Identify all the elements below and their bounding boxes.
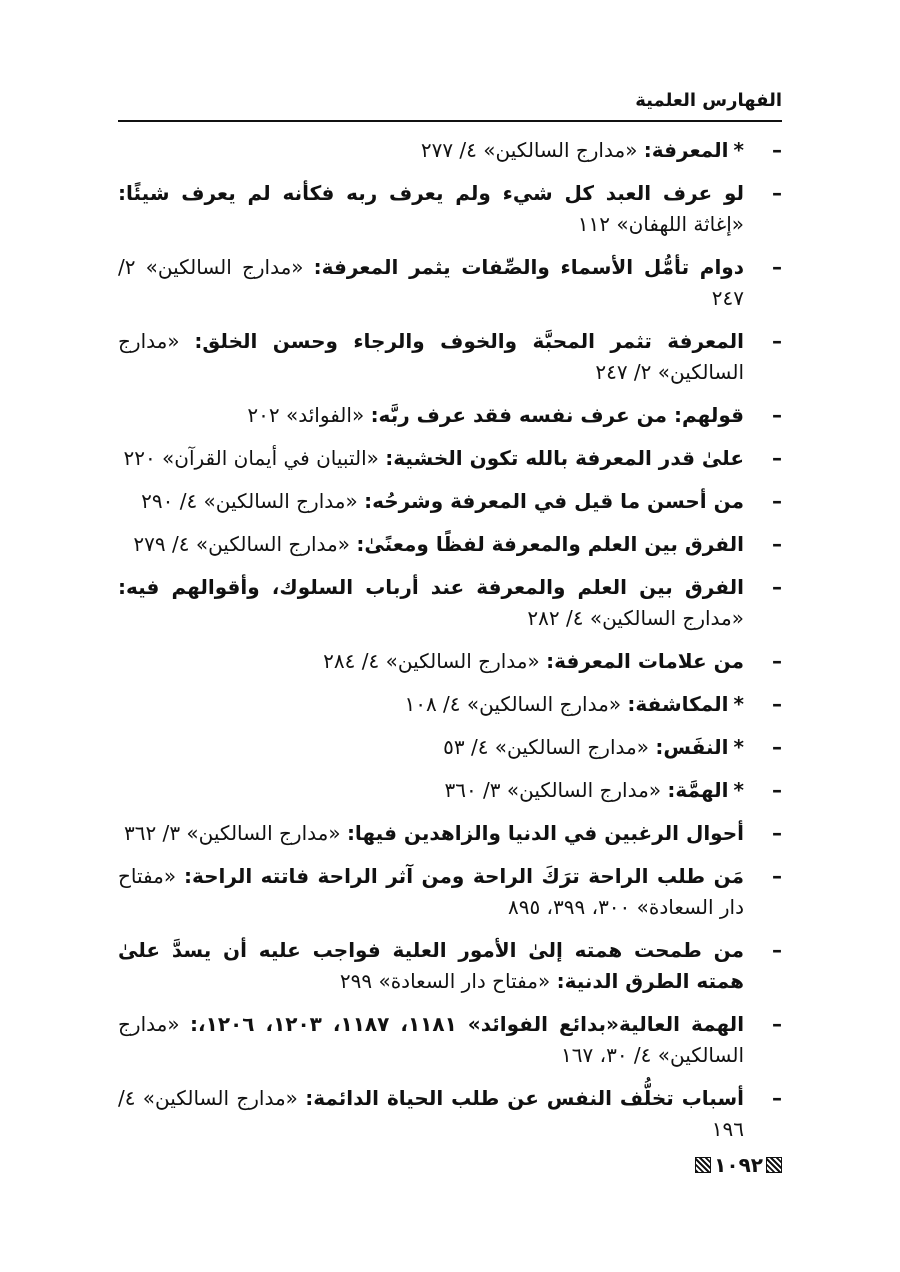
index-entry (118, 252, 782, 314)
entry-dash-icon: – (772, 1086, 782, 1110)
entry-star-marker: * (733, 692, 744, 716)
index-entry (118, 529, 782, 560)
entry-star-marker: * (733, 735, 744, 759)
index-entry (118, 443, 782, 474)
entry-dash-icon: – (772, 138, 782, 162)
index-entry (118, 326, 782, 388)
entry-reference: «التبيان في أيمان القرآن» ٢٢٠ (123, 446, 379, 470)
entry-reference: «مدارج السالكين» ٤/ ٢٨٢ (527, 606, 744, 630)
entry-dash-icon: – (772, 532, 782, 556)
entry-dash-icon: – (772, 649, 782, 673)
index-entry (118, 935, 782, 997)
ornament-right-icon (766, 1157, 782, 1173)
entry-dash-icon: – (772, 403, 782, 427)
entry-reference: «مدارج السالكين» ٤/ ٢٩٠ (141, 489, 358, 513)
ornament-left-icon (695, 1157, 711, 1173)
entry-topic: لو عرف العبد كل شيء ولم يعرف ربه فكأنه لم يعرف شيئًا: (118, 181, 744, 205)
entry-dash-icon: – (772, 575, 782, 599)
entry-dash-icon: – (772, 821, 782, 845)
entry-reference: «مدارج السالكين» ٤/ ١٠٨ (404, 692, 622, 716)
index-entry (118, 400, 782, 431)
index-entry-list (118, 135, 782, 1157)
entry-topic: الهمة العالية«بدائع الفوائد» ١١٨١، ١١٨٧، ١٢٠٣، ١٢٠٦،: (190, 1012, 745, 1036)
entry-reference: «إغاثة اللهفان» ١١٢ (577, 212, 744, 236)
entry-topic: الفرق بين العلم والمعرفة لفظًا ومعنًىٰ: (356, 532, 744, 556)
index-entry (118, 689, 782, 720)
entry-reference: «مدارج السالكين» ٣/ ٣٦٢ (123, 821, 341, 845)
index-entry (118, 775, 782, 806)
entry-topic: المعرفة: (643, 138, 729, 162)
entry-reference: «مدارج السالكين» ٢/ ٢٤٧ (118, 329, 744, 384)
entry-dash-icon: – (772, 329, 782, 353)
entry-dash-icon: – (772, 181, 782, 205)
index-entry (118, 572, 782, 634)
index-entry (118, 486, 782, 517)
running-header-title: الفهارس العلمية (635, 90, 782, 111)
entry-star-marker: * (733, 778, 744, 802)
index-entry (118, 135, 782, 166)
header-rule (118, 120, 782, 122)
entry-reference: «الفوائد» ٢٠٢ (247, 403, 365, 427)
entry-dash-icon: – (772, 1012, 782, 1036)
entry-topic: الفرق بين العلم والمعرفة عند أرباب السلوك، وأقوالهم فيه: (118, 575, 744, 599)
page-number-folio (695, 1153, 782, 1177)
entry-topic: النفَس: (655, 735, 729, 759)
entry-topic: قولهم: من عرف نفسه فقد عرف ربَّه: (370, 403, 744, 427)
index-entry (118, 1009, 782, 1071)
entry-reference: «مدارج السالكين» ٤/ ٥٣ (443, 735, 649, 759)
page-number: ١٠٩٢ (714, 1153, 763, 1177)
entry-dash-icon: – (772, 938, 782, 962)
entry-topic: الهمَّة: (667, 778, 729, 802)
entry-dash-icon: – (772, 778, 782, 802)
entry-reference: «مدارج السالكين» ٤/ ١٩٦ (118, 1086, 744, 1141)
index-entry (118, 1083, 782, 1145)
entry-dash-icon: – (772, 446, 782, 470)
entry-reference: «مفتاح دار السعادة» ٢٩٩ (339, 969, 551, 993)
entry-star-marker: * (733, 138, 744, 162)
index-entry (118, 646, 782, 677)
entry-dash-icon: – (772, 692, 782, 716)
entry-dash-icon: – (772, 735, 782, 759)
entry-topic: المعرفة تثمر المحبَّة والخوف والرجاء وحسن الخلق: (194, 329, 745, 353)
entry-topic: المكاشفة: (627, 692, 729, 716)
entry-reference: «مدارج السالكين» ٣/ ٣٦٠ (444, 778, 662, 802)
entry-dash-icon: – (772, 489, 782, 513)
index-entry (118, 178, 782, 240)
entry-topic: من علامات المعرفة: (546, 649, 744, 673)
entry-topic: دوام تأمُّل الأسماء والصِّفات يثمر المعرفة: (313, 255, 745, 279)
entry-reference: «مدارج السالكين» ٤/ ٢٨٤ (323, 649, 540, 673)
entry-topic: من طمحت همته إلىٰ الأمور العلية فواجب عليه أن يسدَّ علىٰ همته الطرق الدنية: (118, 938, 744, 993)
index-entry (118, 732, 782, 763)
index-entry (118, 861, 782, 923)
entry-reference: «مدارج السالكين» ٤/ ٢٧٧ (420, 138, 638, 162)
entry-reference: «مدارج السالكين» ٤/ ٢٧٩ (133, 532, 350, 556)
entry-topic: مَن طلب الراحة ترَكَ الراحة ومن آثر الراحة فاتته الراحة: (183, 864, 744, 888)
entry-reference: «مدارج السالكين» ٢/ ٢٤٧ (118, 255, 744, 310)
entry-topic: أحوال الرغبين في الدنيا والزاهدين فيها: (346, 821, 744, 845)
entry-reference: «مفتاح دار السعادة» ٣٠٠، ٣٩٩، ٨٩٥ (118, 864, 744, 919)
entry-topic: أسباب تخلُّف النفس عن طلب الحياة الدائمة: (305, 1086, 744, 1110)
entry-topic: من أحسن ما قيل في المعرفة وشرحُه: (364, 489, 744, 513)
entry-reference: «مدارج السالكين» ٤/ ٣٠، ١٦٧ (118, 1012, 744, 1067)
entry-dash-icon: – (772, 255, 782, 279)
index-entry (118, 818, 782, 849)
entry-dash-icon: – (772, 864, 782, 888)
entry-topic: علىٰ قدر المعرفة بالله تكون الخشية: (385, 446, 744, 470)
